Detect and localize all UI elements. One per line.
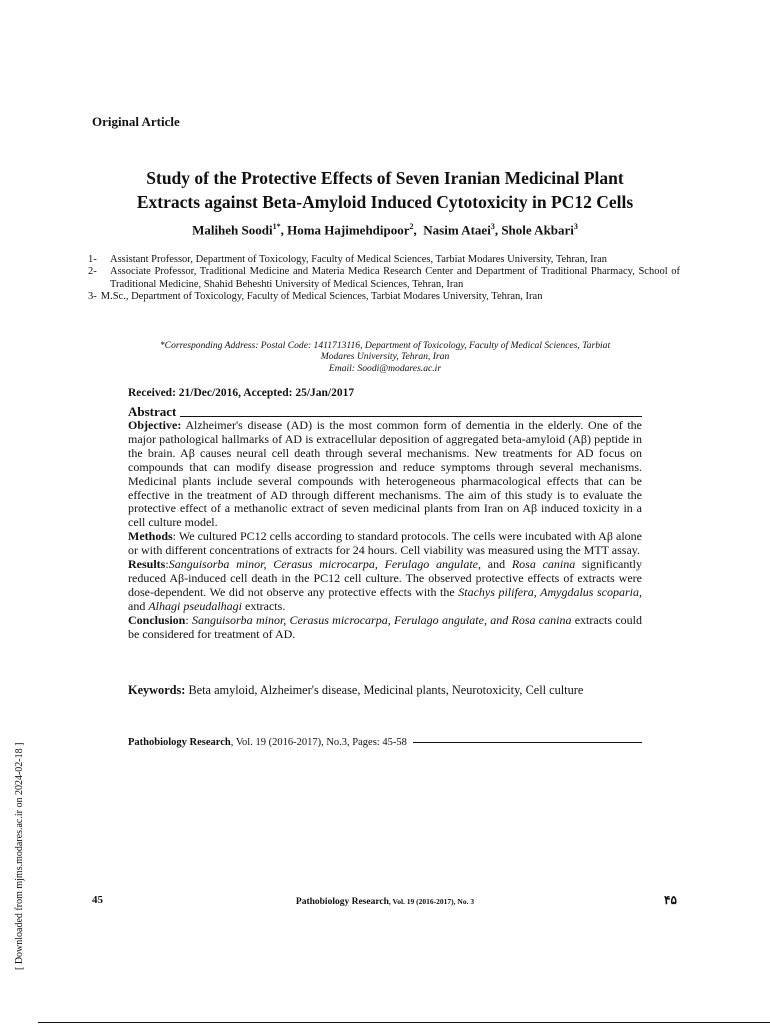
page-number-left: 45 <box>92 894 103 906</box>
author-name: Shole Akbari <box>501 222 574 238</box>
results-species-4: Alhagi pseudalhagi <box>148 598 242 613</box>
title-line-2: Extracts against Beta-Amyloid Induced Cytotoxicity in PC12 Cells <box>136 192 634 212</box>
affiliation-text: Associate Professor, Traditional Medicine and Materia Medica Research Center and Department of Traditional Pharmacy, School of Traditional Medicine, Shahid Beheshti University of Medical Sciences, Tehran, Iran <box>110 266 680 290</box>
affiliation-item <box>88 254 680 266</box>
received-accepted-dates: Received: 21/Dec/2016, Accepted: 25/Jan/2017 <box>128 387 355 399</box>
citation-journal: Pathobiology Research <box>128 737 231 748</box>
footer-journal-details: , Vol. 19 (2016-2017), No. 3 <box>388 897 475 906</box>
bottom-rule <box>38 1022 770 1023</box>
results-colon: : <box>165 557 169 572</box>
affiliation-number: 1- <box>88 254 97 265</box>
results-and: and <box>481 557 512 572</box>
methods-label: Methods <box>128 529 173 544</box>
keywords-text: Beta amyloid, Alzheimer's disease, Medicinal plants, Neurotoxicity, Cell culture <box>185 683 584 697</box>
affiliation-number: 2- <box>88 266 97 278</box>
author-affil-mark: 3 <box>490 222 495 231</box>
objective-text: Alzheimer's disease (AD) is the most common form of dementia in the elderly. One of the major pathological hallmarks of AD is extracellular deposition of aggregated beta-amyloid (Aβ) peptide in the brain. Aβ causes neural cell death through several mechanisms. New treatments for AD focus on compounds that can modify disease progression and reduce symptoms through several mechanisms. Medicinal plants include several compounds with heterogeneous pharmacological effects that can be effective in the treatment of AD through different mechanisms. The aim of this study is to evaluate the protective effect of a methanolic extract of seven medicinal plants from Iran on Aβ induced toxicity in a cell culture model. <box>128 418 642 530</box>
abstract-results <box>128 558 642 614</box>
author-affil-mark: 3 <box>573 222 578 231</box>
author-name: Homa Hajimehdipoor <box>287 222 410 238</box>
footer-journal <box>0 897 770 907</box>
results-end: extracts. <box>242 598 286 613</box>
citation-text <box>128 737 407 748</box>
results-text: significantly reduced Aβ-induced cell death in the PC12 cell culture. The observed protective effects of extracts were dose-dependent. We did not observe any protective effects with the <box>128 557 642 599</box>
objective-label: Objective: <box>128 418 182 432</box>
conclusion-text: extracts could be considered for treatment of AD. <box>128 612 642 641</box>
download-watermark: [ Downloaded from mjms.modares.ac.ir on 2024-02-18 ] <box>14 742 25 970</box>
citation-details: , Vol. 19 (2016-2017), No.3, Pages: 45-58 <box>230 737 407 748</box>
keywords-label: Keywords: <box>128 683 186 697</box>
corresponding-line-1: *Corresponding Address: Postal Code: 1411713116, Department of Toxicology, Faculty of Medical Sciences, Tarbiat <box>159 340 611 351</box>
abstract-heading-label: Abstract <box>128 404 177 419</box>
page-number-right: ۴۵ <box>664 893 677 907</box>
affiliation-item <box>88 266 680 291</box>
conclusion-colon: : <box>185 612 192 627</box>
citation-rule <box>413 742 642 743</box>
abstract-conclusion <box>128 614 642 642</box>
author-list: Maliheh Soodi$^{1*}$, Homa Hajimehdipoor$^2$, Nasim Ataei$^3$, Shole Akbari$^3$ <box>192 222 578 238</box>
methods-text: : We cultured PC12 cells according to standard protocols. The cells were incubated with Aβ alone or with different concentrations of extracts for 24 hours. Cell viability was measured using the MTT assay. <box>128 529 642 558</box>
abstract-methods <box>128 530 642 558</box>
abstract-objective <box>128 419 642 530</box>
affiliation-item <box>88 291 680 303</box>
corresponding-line-2: Modares University, Tehran, Iran <box>320 351 450 363</box>
footer-journal-name: Pathobiology Research <box>295 897 389 907</box>
corresponding-address <box>95 340 675 374</box>
results-species-1: Sanguisorba minor, Cerasus microcarpa, Ferulago angulate, <box>168 557 481 572</box>
title-line-1: Study of the Protective Effects of Seven Iranian Medicinal Plant <box>146 168 624 188</box>
results-label: Results <box>128 557 166 572</box>
keywords <box>128 683 642 698</box>
conclusion-species: Sanguisorba minor, Cerasus microcarpa, Ferulago angulate, and Rosa canina <box>191 612 572 627</box>
corresponding-email: Email: Soodi@modares.ac.ir <box>328 362 442 374</box>
results-and-2: and <box>128 598 149 613</box>
affiliation-text: Assistant Professor, Department of Toxicology, Faculty of Medical Sciences, Tarbiat Modares University, Tehran, Iran <box>110 254 607 265</box>
abstract-body <box>128 419 642 642</box>
abstract-heading-rule <box>180 416 642 417</box>
affiliation-number: 3- <box>88 290 97 302</box>
article-type: Original Article <box>92 114 180 129</box>
conclusion-label: Conclusion <box>128 612 186 627</box>
affiliation-text: M.Sc., Department of Toxicology, Faculty of Medical Sciences, Tarbiat Modares University, Tehran, Iran <box>100 290 543 302</box>
author-affil-mark: 1* <box>272 222 281 231</box>
author-affil-mark: 2 <box>409 222 414 231</box>
results-species-3: Stachys pilifera, Amygdalus scoparia, <box>458 584 642 599</box>
author-name: Nasim Ataei <box>423 222 491 238</box>
paper-title <box>70 166 700 214</box>
affiliation-list <box>88 254 680 303</box>
citation-line <box>128 737 642 748</box>
author-name: Maliheh Soodi <box>192 222 273 238</box>
results-species-2: Rosa canina <box>511 557 576 572</box>
